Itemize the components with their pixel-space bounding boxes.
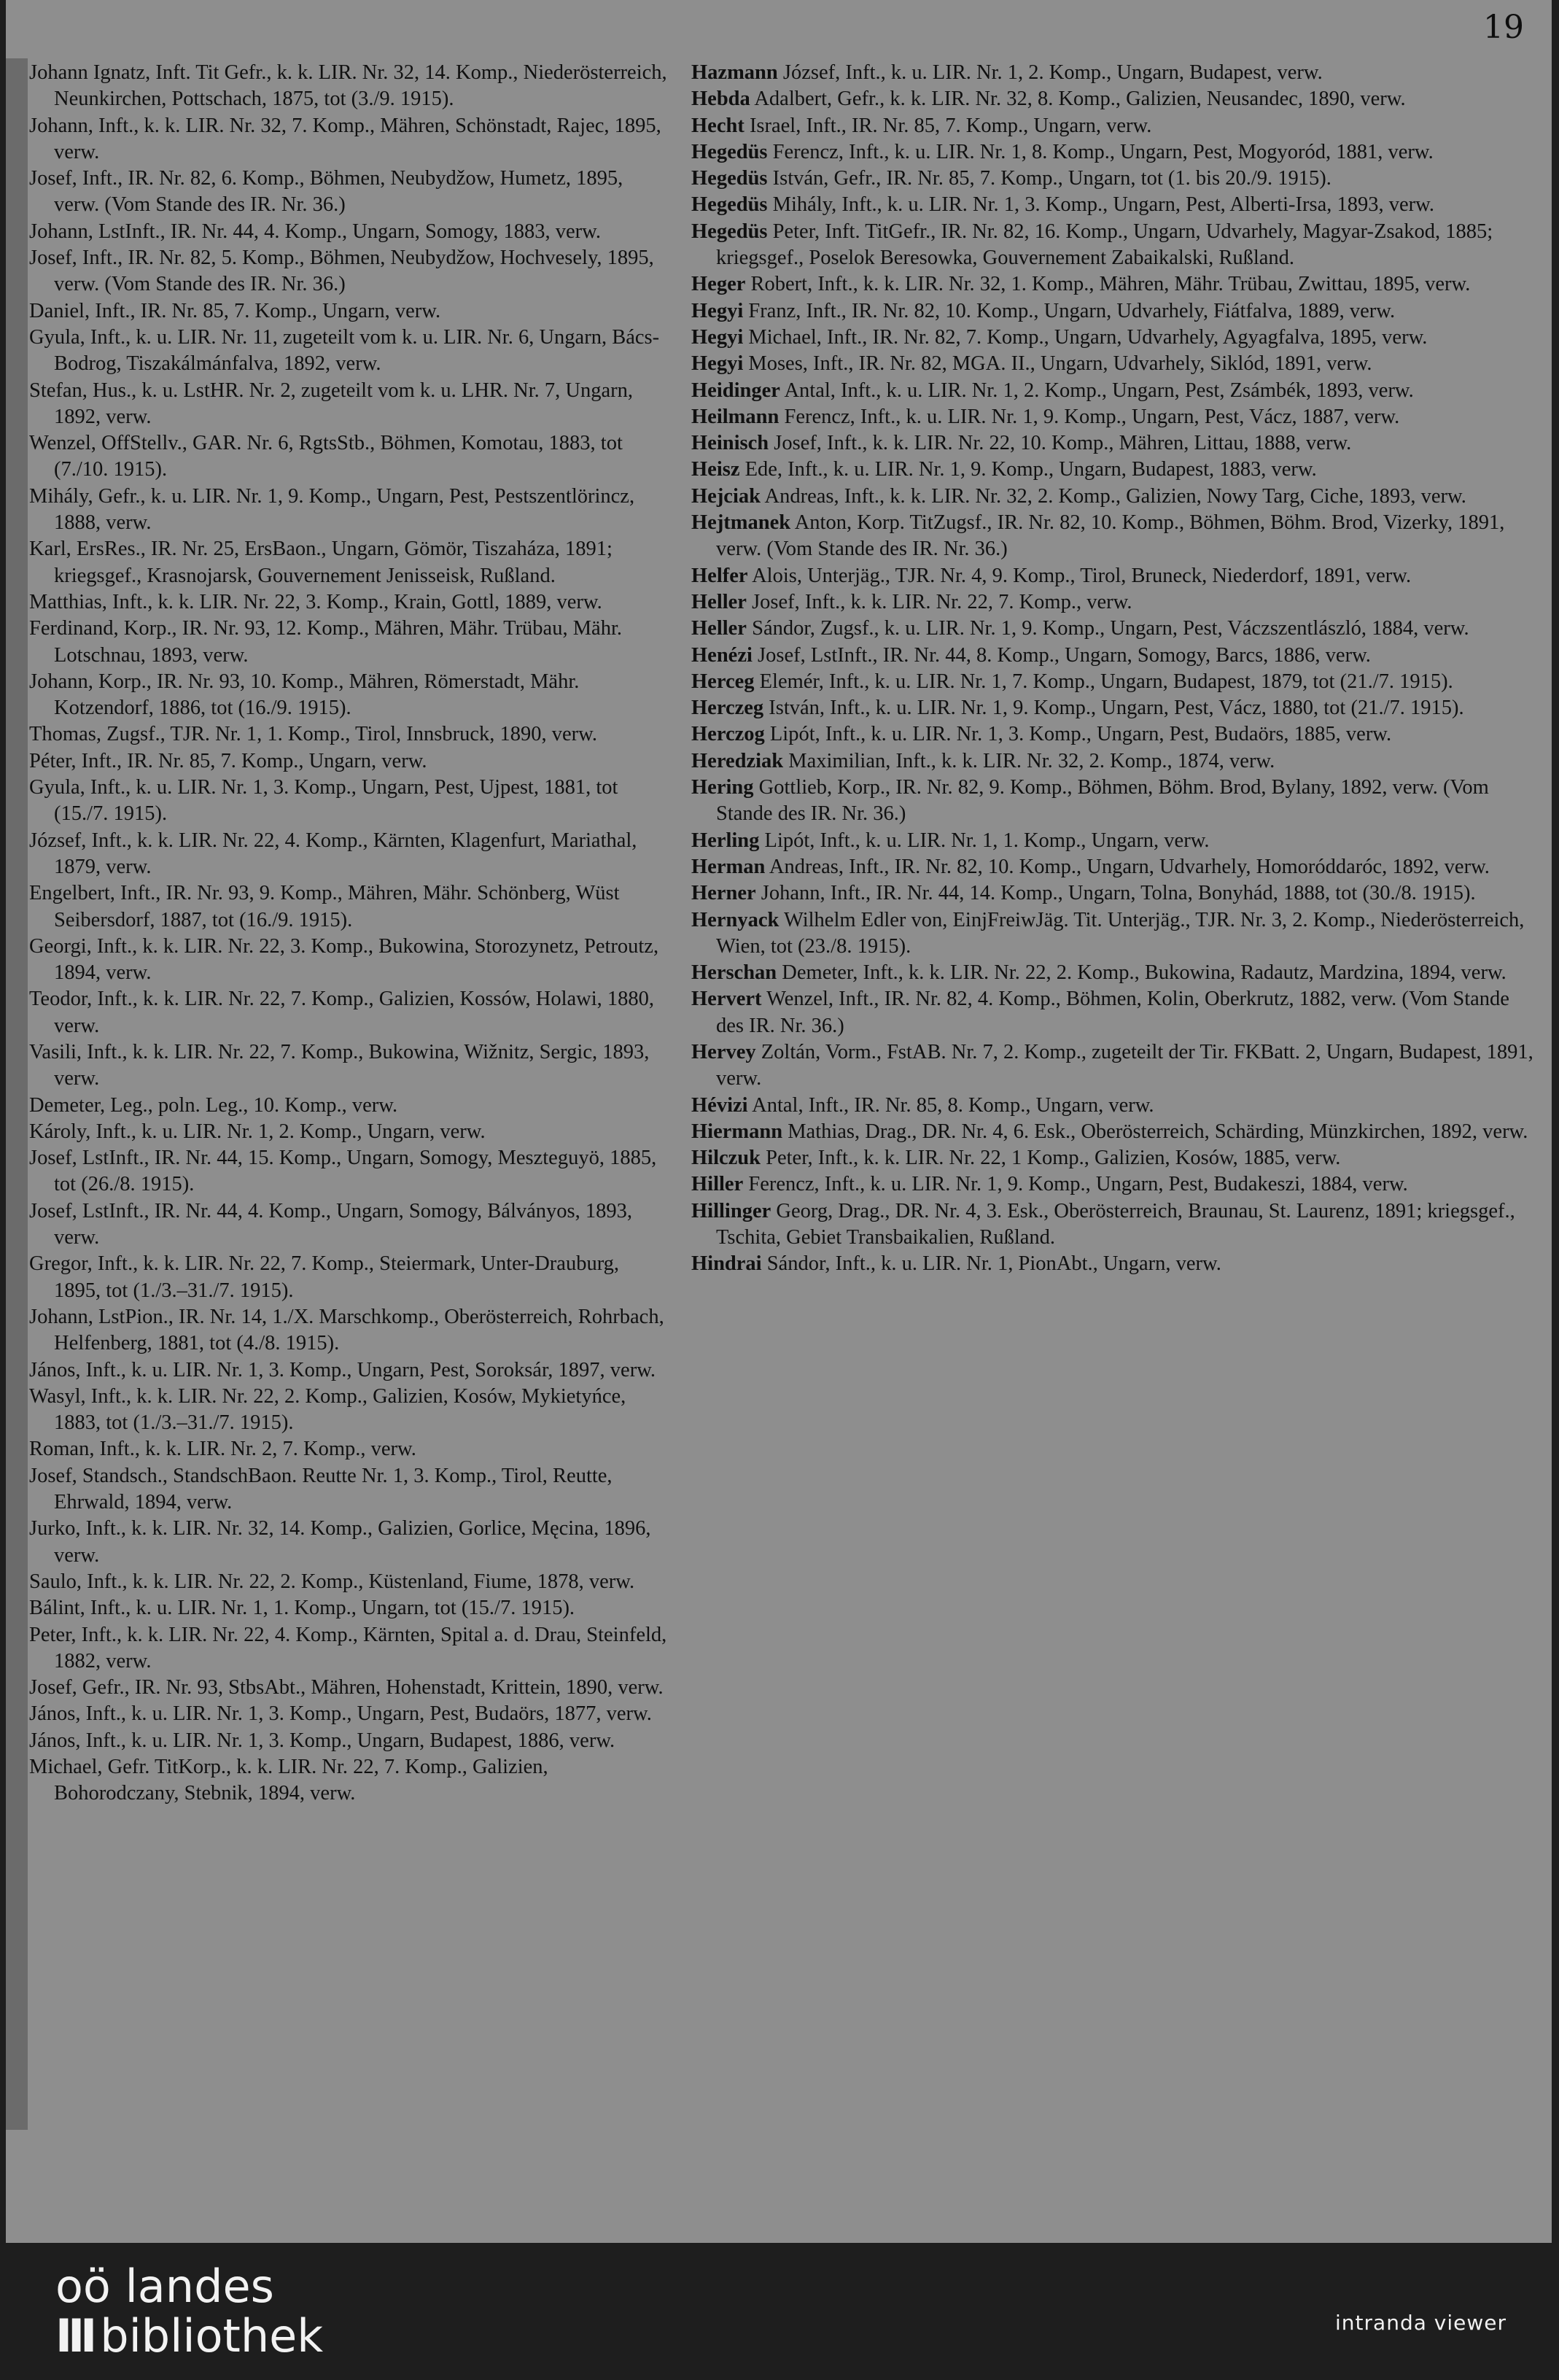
entry-surname: Heller (691, 617, 747, 640)
register-entry: Gyula, Inft., k. u. LIR. Nr. 1, 3. Komp., Ungarn, Pest, Ujpest, 1881, tot (15./7. 1915). (29, 776, 618, 826)
entry-details: Lipót, Inft., k. u. LIR. Nr. 1, 3. Komp., Ungarn, Pest, Budaörs, 1885, verw. (769, 723, 1392, 746)
entry-details: Adalbert, Gefr., k. k. LIR. Nr. 32, 8. Komp., Galizien, Neusandec, 1890, verw. (754, 88, 1406, 111)
register-entry (691, 775, 1537, 828)
register-entry (691, 563, 1537, 589)
register-entry (691, 854, 1537, 880)
entry-surname: Heinisch (691, 432, 769, 455)
entry-surname: Hilczuk (691, 1147, 761, 1170)
register-entry: Matthias, Inft., k. k. LIR. Nr. 22, 3. Komp., Krain, Gottl, 1889, verw. (29, 590, 602, 613)
entry-surname: Herschan (691, 961, 777, 985)
register-entry: Demeter, Leg., poln. Leg., 10. Komp., verw. (29, 1093, 398, 1117)
register-entry: Josef, Standsch., StandschBaon. Reutte Nr. 1, 3. Komp., Tirol, Reutte, Ehrwald, 1894, verw. (29, 1464, 613, 1514)
entry-surname: Hazmann (691, 61, 778, 84)
entry-details: Robert, Inft., k. k. LIR. Nr. 32, 1. Komp., Mähren, Mähr. Trübau, Zwittau, 1895, verw. (750, 273, 1471, 296)
register-entry (691, 643, 1537, 669)
register-entry (691, 484, 1537, 510)
entry-details: Antal, Inft., k. u. LIR. Nr. 1, 2. Komp., Ungarn, Pest, Zsámbék, 1893, verw. (784, 379, 1414, 402)
register-entry: Wenzel, OffStellv., GAR. Nr. 6, RgtsStb., Böhmen, Komotau, 1883, tot (7./10. 1915). (29, 432, 623, 481)
register-entry: Mihály, Gefr., k. u. LIR. Nr. 1, 9. Komp., Ungarn, Pest, Pestszentlörincz, 1888, verw. (29, 484, 635, 535)
entry-surname: Hernyack (691, 908, 780, 931)
entry-surname: Hegedüs (691, 193, 768, 217)
entry-details: Wenzel, Inft., IR. Nr. 82, 4. Komp., Böhmen, Kolin, Oberkrutz, 1882, verw. (Vom Stande des IR. Nr. 36.) (716, 988, 1509, 1037)
register-entry: Johann, Inft., k. k. LIR. Nr. 32, 7. Komp., Mähren, Schönstadt, Rajec, 1895, verw. (29, 114, 661, 163)
register-entry: János, Inft., k. u. LIR. Nr. 1, 3. Komp., Ungarn, Budapest, 1886, verw. (29, 1729, 615, 1752)
logo-bars-icon: III (55, 2309, 93, 2362)
entry-surname: Hering (691, 776, 754, 799)
entry-details: Andreas, Inft., k. k. LIR. Nr. 32, 2. Komp., Galizien, Nowy Targ, Ciche, 1893, verw. (764, 484, 1466, 508)
entry-details: Sándor, Zugsf., k. u. LIR. Nr. 1, 9. Komp., Ungarn, Pest, Váczszentlászló, 1884, verw. (752, 617, 1469, 640)
register-entry (691, 378, 1537, 404)
register-entry: János, Inft., k. u. LIR. Nr. 1, 3. Komp., Ungarn, Pest, Budaörs, 1877, verw. (29, 1702, 652, 1726)
entry-surname: Hiller (691, 1173, 744, 1196)
register-entry (691, 192, 1537, 218)
register-entry: Saulo, Inft., k. k. LIR. Nr. 22, 2. Komp., Küstenland, Fiume, 1878, verw. (29, 1570, 635, 1593)
register-entry (691, 271, 1537, 298)
register-entry: Vasili, Inft., k. k. LIR. Nr. 22, 7. Komp., Bukowina, Wižnitz, Sergic, 1893, verw. (29, 1040, 650, 1090)
entry-details: Ferencz, Inft., k. u. LIR. Nr. 1, 9. Komp., Ungarn, Pest, Vácz, 1887, verw. (784, 405, 1400, 428)
register-entry: Josef, LstInft., IR. Nr. 44, 4. Komp., Ungarn, Somogy, Bálványos, 1893, verw. (29, 1199, 632, 1249)
register-entry (691, 510, 1537, 563)
right-column (691, 60, 1537, 1278)
entry-surname: Hebda (691, 88, 750, 111)
register-entry: Johann, LstPion., IR. Nr. 14, 1./X. Marschkomp., Oberösterreich, Rohrbach, Helfenberg, 1881, tot (4./8. 1915). (29, 1305, 664, 1355)
register-entry (691, 1119, 1537, 1145)
entry-surname: Hindrai (691, 1252, 762, 1276)
register-entry (691, 1251, 1537, 1277)
left-column (29, 60, 671, 1807)
entry-surname: Heilmann (691, 405, 780, 428)
register-entry (691, 86, 1537, 112)
register-entry (691, 721, 1537, 748)
entry-surname: Heidinger (691, 379, 780, 402)
entry-details: Maximilian, Inft., k. k. LIR. Nr. 32, 2. Komp., 1874, verw. (788, 749, 1275, 772)
entry-surname: Herling (691, 829, 760, 852)
entry-details: Ferencz, Inft., k. u. LIR. Nr. 1, 8. Komp., Ungarn, Pest, Mogyoród, 1881, verw. (772, 140, 1434, 163)
entry-details: Peter, Inft. TitGefr., IR. Nr. 82, 16. Komp., Ungarn, Udvarhely, Magyar-Zsakod, 1885; kriegsgef., Poselok Beresowka, Gouvernement Zabaikalski, Rußland. (716, 220, 1493, 270)
entry-surname: Hegedüs (691, 167, 768, 190)
register-entry (691, 695, 1537, 721)
entry-details: Peter, Inft., k. k. LIR. Nr. 22, 1 Komp., Galizien, Kosów, 1885, verw. (766, 1147, 1341, 1170)
register-entry: Ferdinand, Korp., IR. Nr. 93, 12. Komp., Mähren, Mähr. Trübau, Mähr. Lotschnau, 1893, verw. (29, 617, 622, 667)
logo-line-2: bibliothek (100, 2309, 324, 2362)
entry-details: Georg, Drag., DR. Nr. 4, 3. Esk., Oberösterreich, Braunau, St. Laurenz, 1891; kriegsgef., Tschita, Gebiet Transbaikalien, Rußland. (716, 1199, 1515, 1249)
entry-surname: Herczeg (691, 697, 764, 720)
register-entry: Roman, Inft., k. k. LIR. Nr. 2, 7. Komp., verw. (29, 1438, 416, 1461)
register-entry (691, 166, 1537, 192)
entry-surname: Herceg (691, 670, 755, 693)
register-entry (691, 219, 1537, 272)
entry-surname: Hévizi (691, 1093, 748, 1117)
register-entry: Josef, LstInft., IR. Nr. 44, 15. Komp., Ungarn, Somogy, Meszteguyö, 1885, tot (26./8. 1915). (29, 1147, 657, 1196)
register-entry: Josef, Inft., IR. Nr. 82, 5. Komp., Böhmen, Neubydžow, Hochvesely, 1895, verw. (Vom Stande des IR. Nr. 36.) (29, 247, 654, 296)
entry-details: Wilhelm Edler von, EinjFreiwJäg. Tit. Unterjäg., TJR. Nr. 3, 2. Komp., Niederösterreich, Wien, tot (23./8. 1915). (716, 908, 1525, 958)
register-entry (691, 1145, 1537, 1171)
entry-details: Moses, Inft., IR. Nr. 82, MGA. II., Ungarn, Udvarhely, Siklód, 1891, verw. (748, 352, 1372, 376)
register-entry (691, 60, 1537, 86)
entry-surname: Hegyi (691, 352, 744, 376)
register-entry (691, 960, 1537, 986)
entry-details: Franz, Inft., IR. Nr. 82, 10. Komp., Ungarn, Udvarhely, Fiátfalva, 1889, verw. (748, 299, 1396, 322)
entry-surname: Hervert (691, 988, 762, 1011)
register-entry (691, 1093, 1537, 1119)
entry-details: Ede, Inft., k. u. LIR. Nr. 1, 9. Komp., Ungarn, Budapest, 1883, verw. (744, 458, 1317, 481)
entry-surname: Heisz (691, 458, 740, 481)
entry-details: Israel, Inft., IR. Nr. 85, 7. Komp., Ungarn, verw. (749, 114, 1152, 137)
entry-details: Antal, Inft., IR. Nr. 85, 8. Komp., Ungarn, verw. (752, 1093, 1154, 1117)
register-entry: Peter, Inft., k. k. LIR. Nr. 22, 4. Komp., Kärnten, Spital a. d. Drau, Steinfeld, 1882, verw. (29, 1623, 667, 1672)
register-entry (691, 616, 1537, 642)
entry-surname: Hiermann (691, 1120, 783, 1143)
register-entry: Engelbert, Inft., IR. Nr. 93, 9. Komp., Mähren, Mähr. Schönberg, Wüst Seibersdorf, 1887, tot (16./9. 1915). (29, 882, 620, 931)
register-entry: Stefan, Hus., k. u. LstHR. Nr. 2, zugeteilt vom k. u. LHR. Nr. 7, Ungarn, 1892, verw. (29, 379, 634, 428)
entry-details: József, Inft., k. u. LIR. Nr. 1, 2. Komp., Ungarn, Budapest, verw. (782, 61, 1323, 84)
entry-details: Alois, Unterjäg., TJR. Nr. 4, 9. Komp., Tirol, Bruneck, Niederdorf, 1891, verw. (752, 564, 1412, 587)
entry-details: Sándor, Inft., k. u. LIR. Nr. 1, PionAbt., Ungarn, verw. (766, 1252, 1221, 1276)
entry-details: Johann, Inft., IR. Nr. 44, 14. Komp., Ungarn, Tolna, Bonyhád, 1888, tot (30./8. 1915). (761, 882, 1476, 905)
entry-surname: Hegyi (691, 325, 744, 349)
register-entry: Michael, Gefr. TitKorp., k. k. LIR. Nr. 22, 7. Komp., Galizien, Bohorodczany, Stebnik, 1894, verw. (29, 1756, 548, 1805)
register-entry: János, Inft., k. u. LIR. Nr. 1, 3. Komp., Ungarn, Pest, Soroksár, 1897, verw. (29, 1358, 656, 1381)
register-entry (691, 298, 1537, 325)
register-entry: Thomas, Zugsf., TJR. Nr. 1, 1. Komp., Tirol, Innsbruck, 1890, verw. (29, 723, 597, 746)
entry-surname: Hegedüs (691, 140, 768, 163)
entry-details: Josef, LstInft., IR. Nr. 44, 8. Komp., Ungarn, Somogy, Barcs, 1886, verw. (758, 643, 1371, 667)
entry-details: Zoltán, Vorm., FstAB. Nr. 7, 2. Komp., zugeteilt der Tir. FKBatt. 2, Ungarn, Budapest, 1891, verw. (716, 1040, 1533, 1090)
entry-surname: Herner (691, 882, 756, 905)
register-entry (691, 1171, 1537, 1198)
register-entry (691, 669, 1537, 695)
entry-surname: Hegedüs (691, 220, 768, 243)
register-entry (691, 986, 1537, 1039)
register-entry (691, 1198, 1537, 1252)
entry-details: Mathias, Drag., DR. Nr. 4, 6. Esk., Oberösterreich, Schärding, Münzkirchen, 1892, verw. (788, 1120, 1528, 1143)
register-entry: Gyula, Inft., k. u. LIR. Nr. 11, zugeteilt vom k. u. LIR. Nr. 6, Ungarn, Bács-Bodrog, Tiszakálmánfalva, 1892, verw. (29, 325, 660, 376)
register-entry: Gregor, Inft., k. k. LIR. Nr. 22, 7. Komp., Steiermark, Unter-Drauburg, 1895, tot (1./3.–31./7. 1915). (29, 1252, 620, 1302)
entry-details: Elemér, Inft., k. u. LIR. Nr. 1, 7. Komp., Ungarn, Budapest, 1879, tot (21./7. 1915). (759, 670, 1453, 693)
register-entry (691, 430, 1537, 457)
register-entry: Károly, Inft., k. u. LIR. Nr. 1, 2. Komp., Ungarn, verw. (29, 1120, 486, 1143)
entry-surname: Hejtmanek (691, 511, 791, 535)
entry-surname: Hejciak (691, 484, 761, 508)
register-entry: Wasyl, Inft., k. k. LIR. Nr. 22, 2. Komp., Galizien, Kosów, Mykietyńce, 1883, tot (1./3.–31./7. 1915). (29, 1384, 626, 1435)
register-entry (691, 325, 1537, 351)
entry-surname: Helfer (691, 564, 748, 587)
entry-details: Josef, Inft., k. k. LIR. Nr. 22, 7. Komp., verw. (752, 590, 1132, 613)
entry-details: Michael, Inft., IR. Nr. 82, 7. Komp., Ungarn, Udvarhely, Agyagfalva, 1895, verw. (748, 325, 1428, 349)
register-entry (691, 907, 1537, 961)
entry-details: Demeter, Inft., k. k. LIR. Nr. 22, 2. Komp., Bukowina, Radautz, Mardzina, 1894, verw. (782, 961, 1506, 985)
register-entry: Jurko, Inft., k. k. LIR. Nr. 32, 14. Komp., Galizien, Gorlice, Męcina, 1896, verw. (29, 1517, 651, 1567)
register-entry (691, 828, 1537, 854)
entry-details: Lipót, Inft., k. u. LIR. Nr. 1, 1. Komp., Ungarn, verw. (764, 829, 1210, 852)
register-entry: Johann Ignatz, Inft. Tit Gefr., k. k. LIR. Nr. 32, 14. Komp., Niederösterreich, Neunkirchen, Pottschach, 1875, tot (3./9. 1915). (29, 61, 667, 111)
register-entry (691, 404, 1537, 430)
register-entry: Karl, ErsRes., IR. Nr. 25, ErsBaon., Ungarn, Gömör, Tiszaháza, 1891; kriegsgef., Krasnojarsk, Gouvernement Jenisseisk, Rußland. (29, 538, 613, 587)
entry-surname: Henézi (691, 643, 753, 667)
register-entry (691, 457, 1537, 483)
page-number: 19 (1483, 9, 1524, 46)
entry-details: Ferencz, Inft., k. u. LIR. Nr. 1, 9. Komp., Ungarn, Pest, Budakeszi, 1884, verw. (748, 1173, 1408, 1196)
entry-surname: Heredziak (691, 749, 784, 772)
entry-surname: Hegyi (691, 299, 744, 322)
entry-details: Andreas, Inft., IR. Nr. 82, 10. Komp., Ungarn, Udvarhely, Homoróddaróc, 1892, verw. (769, 855, 1490, 878)
register-entry: Bálint, Inft., k. u. LIR. Nr. 1, 1. Komp., Ungarn, tot (15./7. 1915). (29, 1597, 575, 1620)
register-entry (691, 1039, 1537, 1093)
register-entry: Teodor, Inft., k. k. LIR. Nr. 22, 7. Komp., Galizien, Kossów, Holawi, 1880, verw. (29, 988, 655, 1037)
register-entry: Daniel, Inft., IR. Nr. 85, 7. Komp., Ungarn, verw. (29, 299, 441, 322)
register-entry: József, Inft., k. k. LIR. Nr. 22, 4. Komp., Kärnten, Klagenfurt, Mariathal, 1879, verw. (29, 829, 637, 878)
register-entry (691, 351, 1537, 377)
entry-surname: Hillinger (691, 1199, 771, 1222)
binding-gutter (6, 58, 28, 2130)
logo-line-1: oö landes (55, 2260, 274, 2313)
entry-surname: Hecht (691, 114, 744, 137)
register-entry: Josef, Gefr., IR. Nr. 93, StbsAbt., Mähren, Hohenstadt, Krittein, 1890, verw. (29, 1676, 664, 1699)
entry-surname: Heger (691, 273, 746, 296)
viewer-label[interactable]: intranda viewer (1335, 2311, 1506, 2335)
register-entry: Georgi, Inft., k. k. LIR. Nr. 22, 3. Komp., Bukowina, Storozynetz, Petroutz, 1894, verw. (29, 934, 659, 985)
register-entry: Josef, Inft., IR. Nr. 82, 6. Komp., Böhmen, Neubydžow, Humetz, 1895, verw. (Vom Stande des IR. Nr. 36.) (29, 167, 623, 217)
entry-surname: Hervey (691, 1040, 756, 1063)
register-entry: Johann, LstInft., IR. Nr. 44, 4. Komp., Ungarn, Somogy, 1883, verw. (29, 220, 601, 243)
register-entry: Johann, Korp., IR. Nr. 93, 10. Komp., Mähren, Römerstadt, Mähr. Kotzendorf, 1886, tot (16./9. 1915). (29, 670, 580, 720)
entry-details: Gottlieb, Korp., IR. Nr. 82, 9. Komp., Böhmen, Böhm. Brod, Bylany, 1892, verw. (Vom Stande des IR. Nr. 36.) (716, 776, 1489, 826)
register-entry (691, 880, 1537, 907)
register-entry (691, 589, 1537, 616)
entry-details: Josef, Inft., k. k. LIR. Nr. 22, 10. Komp., Mähren, Littau, 1888, verw. (774, 432, 1352, 455)
entry-details: Anton, Korp. TitZugsf., IR. Nr. 82, 10. Komp., Böhmen, Böhm. Brod, Vizerky, 1891, verw. (Vom Stande des IR. Nr. 36.) (716, 511, 1505, 561)
document-page (6, 0, 1552, 2243)
entry-details: István, Gefr., IR. Nr. 85, 7. Komp., Ungarn, tot (1. bis 20./9. 1915). (772, 167, 1331, 190)
register-entry (691, 113, 1537, 139)
entry-details: István, Inft., k. u. LIR. Nr. 1, 9. Komp., Ungarn, Pest, Vácz, 1880, tot (21./7. 1915). (769, 697, 1464, 720)
register-entry: Péter, Inft., IR. Nr. 85, 7. Komp., Ungarn, verw. (29, 749, 427, 772)
entry-details: Mihály, Inft., k. u. LIR. Nr. 1, 3. Komp., Ungarn, Pest, Alberti-Irsa, 1893, verw. (772, 193, 1435, 217)
register-entry (691, 139, 1537, 166)
entry-surname: Heller (691, 590, 747, 613)
library-logo[interactable] (55, 2260, 324, 2362)
entry-surname: Herman (691, 855, 766, 878)
entry-surname: Herczog (691, 723, 765, 746)
register-entry (691, 748, 1537, 775)
